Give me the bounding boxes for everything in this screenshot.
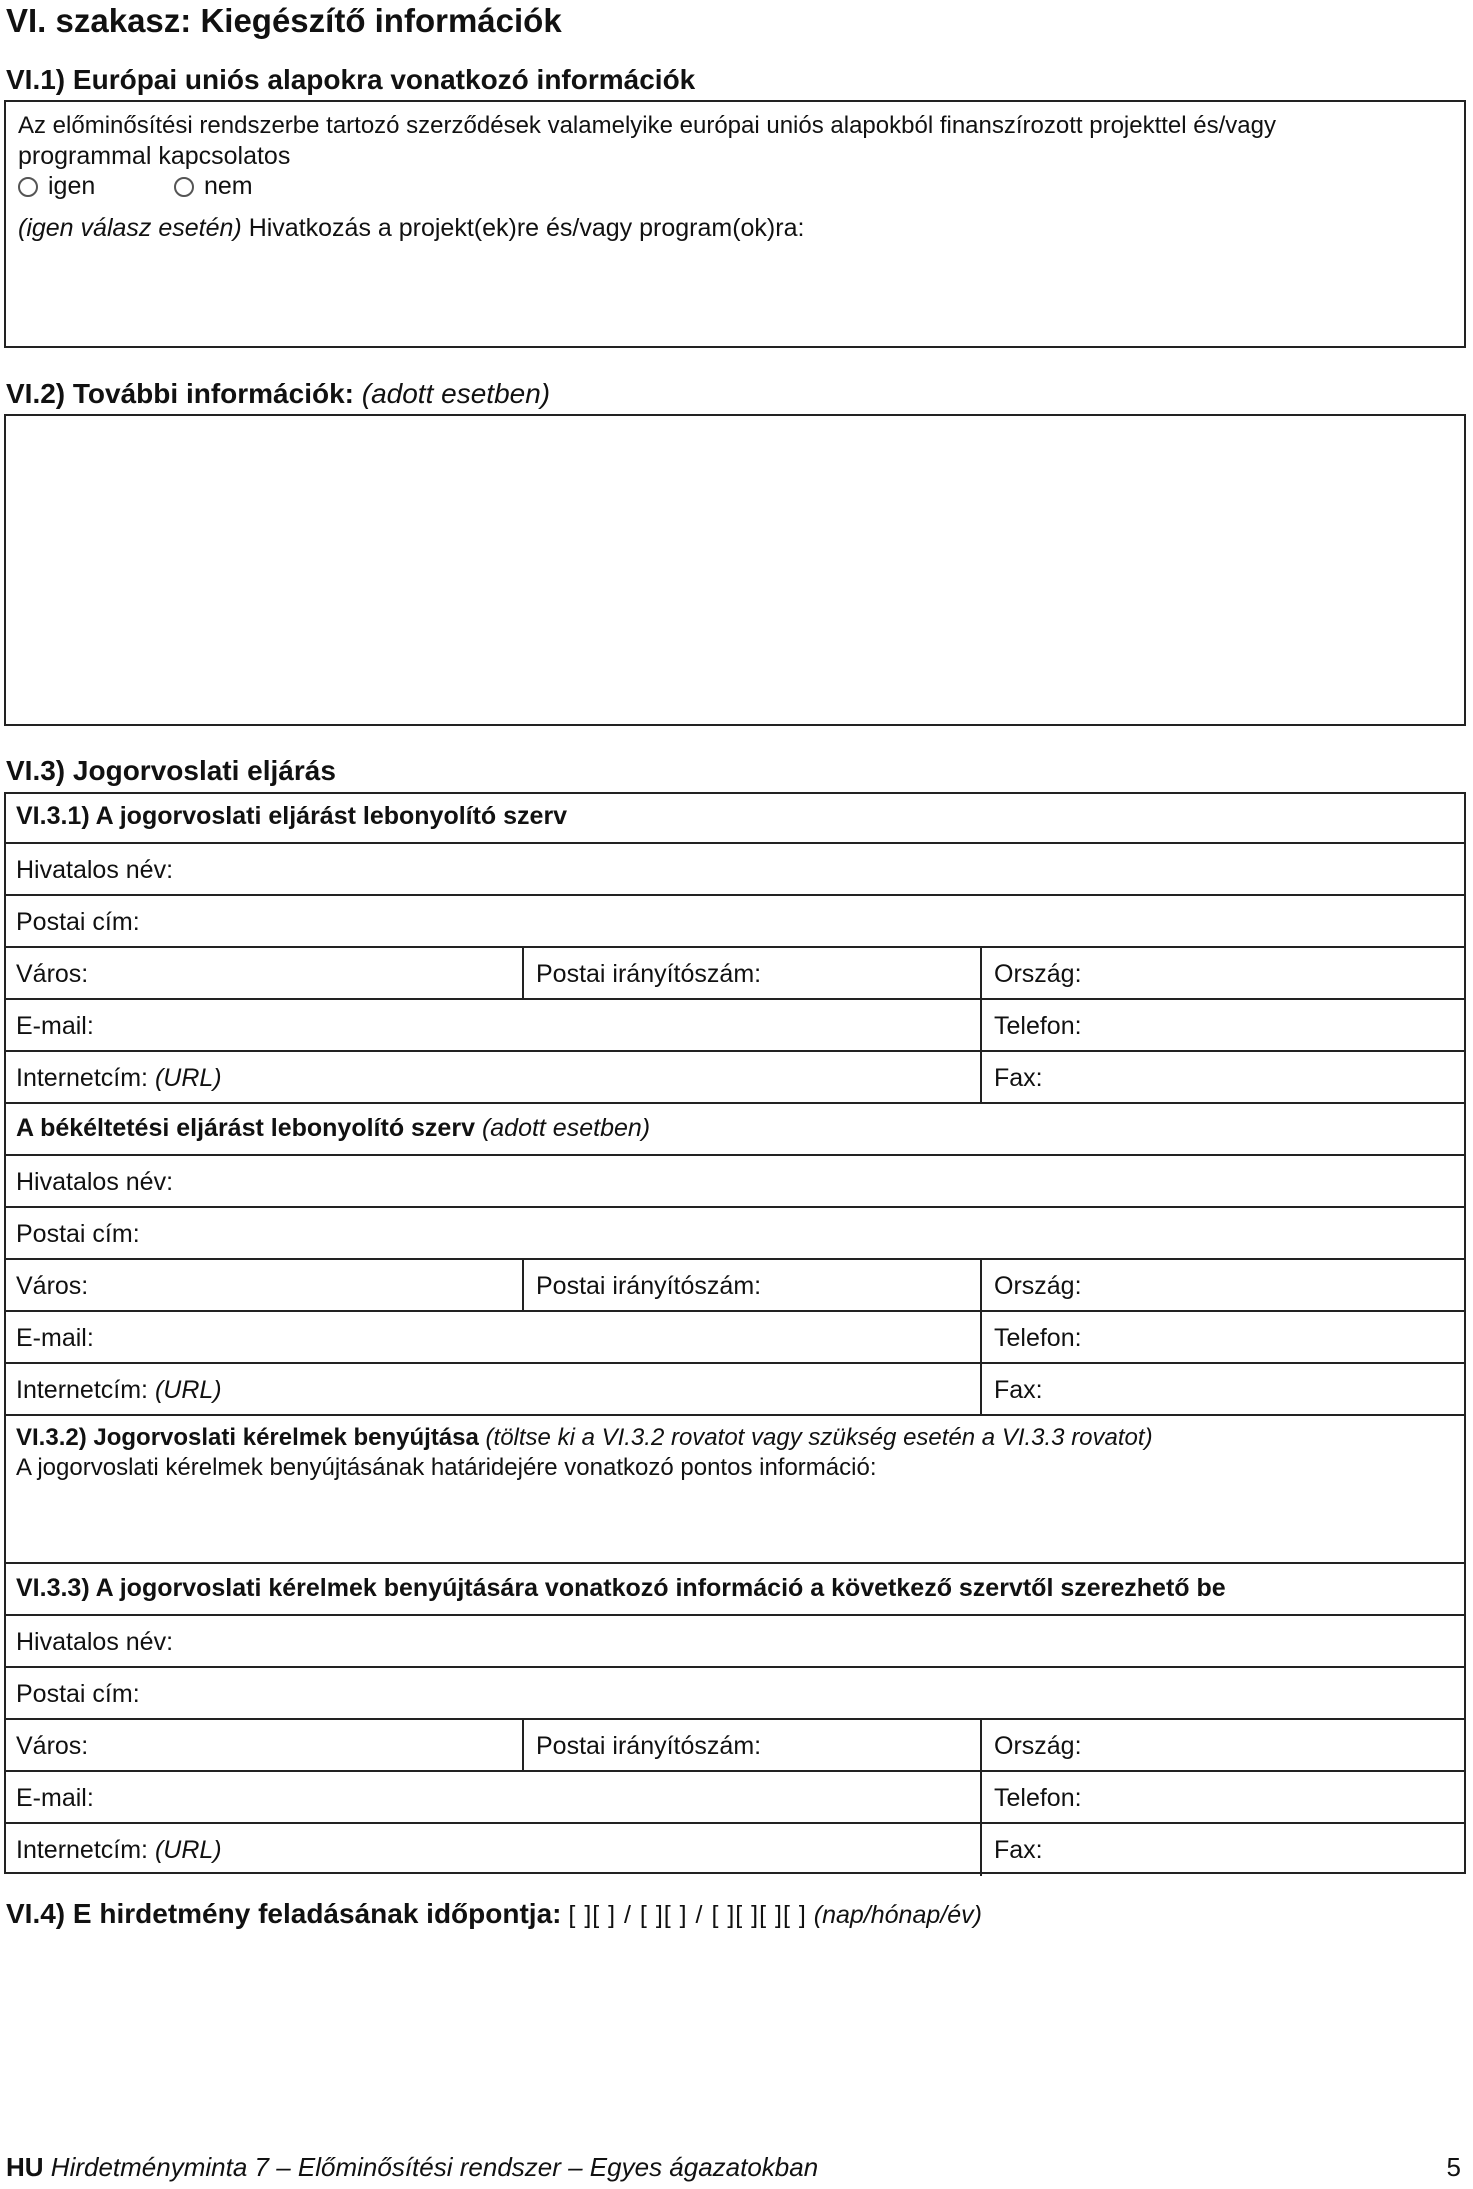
city-row — [4, 948, 1466, 1000]
vi4-title: VI.4) E hirdetmény feladásának időpontja: — [6, 1898, 562, 1929]
postal-code-label: Postai irányítószám: — [536, 1732, 762, 1760]
internet-row — [4, 1364, 1466, 1416]
internet-field[interactable] — [4, 1052, 980, 1102]
fax-field[interactable] — [980, 1824, 1043, 1876]
official-name-row[interactable] — [4, 1616, 1466, 1668]
country-field[interactable] — [980, 1720, 1082, 1770]
country-field[interactable] — [980, 948, 1082, 998]
vi3-3-heading-row — [4, 1564, 1466, 1616]
email-label: E-mail: — [16, 1012, 94, 1040]
footer — [6, 2152, 818, 2183]
country-label: Ország: — [994, 1732, 1082, 1760]
footer-lang: HU — [6, 2152, 44, 2182]
city-row — [4, 1260, 1466, 1312]
radio-yes-label: igen — [48, 172, 96, 200]
city-field[interactable] — [4, 948, 522, 998]
vi1-question-line2: programmal kapcsolatos — [18, 142, 291, 170]
mediation-heading-row — [4, 1104, 1466, 1156]
vi2-title: VI.2) További információk: — [6, 378, 354, 409]
postal-address-row[interactable] — [4, 1208, 1466, 1260]
country-field[interactable] — [980, 1260, 1082, 1310]
internet-row — [4, 1824, 1466, 1876]
postal-address-label: Postai cím: — [16, 1680, 140, 1708]
url-note: (URL) — [154, 1836, 222, 1864]
section-title: VI. szakasz: Kiegészítő információk — [6, 2, 562, 39]
postal-code-label: Postai irányítószám: — [536, 960, 762, 988]
phone-field[interactable] — [980, 1772, 1082, 1822]
official-name-label: Hivatalos név: — [16, 1168, 174, 1196]
internet-field[interactable] — [4, 1824, 980, 1876]
fax-label: Fax: — [994, 1064, 1043, 1092]
fax-label: Fax: — [994, 1836, 1043, 1864]
vi3-2-title: VI.3.2) Jogorvoslati kérelmek benyújtása — [16, 1424, 479, 1451]
fax-field[interactable] — [980, 1364, 1043, 1414]
mediation-note: (adott esetben) — [481, 1114, 651, 1142]
fax-field[interactable] — [980, 1052, 1043, 1102]
phone-field[interactable] — [980, 1000, 1082, 1050]
vi1-reference-label: Hivatkozás a projekt(ek)re és/vagy program(ok)ra: — [248, 214, 805, 242]
email-label: E-mail: — [16, 1324, 94, 1352]
phone-label: Telefon: — [994, 1324, 1082, 1352]
official-name-row[interactable] — [4, 1156, 1466, 1208]
email-label: E-mail: — [16, 1784, 94, 1812]
email-row — [4, 1312, 1466, 1364]
email-field[interactable] — [4, 1312, 980, 1362]
internet-label: Internetcím: — [16, 1376, 148, 1404]
vi1-title: VI.1) Európai uniós alapokra vonatkozó információk — [6, 64, 696, 95]
vi4-line — [6, 1898, 982, 1930]
official-name-label: Hivatalos név: — [16, 856, 174, 884]
phone-label: Telefon: — [994, 1012, 1082, 1040]
vi1-question-line1: Az előminősítési rendszerbe tartozó szerződések valamelyike európai uniós alapokból finanszírozott projekttel és/vagy — [18, 112, 1276, 139]
vi3-2-block[interactable] — [4, 1416, 1466, 1564]
vi2-text-area[interactable] — [4, 414, 1466, 726]
postal-address-label: Postai cím: — [16, 1220, 140, 1248]
official-name-row[interactable] — [4, 844, 1466, 896]
mediation-heading — [4, 1104, 650, 1154]
postal-address-row[interactable] — [4, 1668, 1466, 1720]
phone-field[interactable] — [980, 1312, 1082, 1362]
phone-label: Telefon: — [994, 1784, 1082, 1812]
city-field[interactable] — [4, 1260, 522, 1310]
city-label: Város: — [16, 1272, 89, 1300]
vi3-3-title: VI.3.3) A jogorvoslati kérelmek benyújtására vonatkozó információ a következő szervtől szerezhető be — [16, 1574, 1226, 1602]
radio-no-option[interactable] — [174, 172, 253, 201]
vi1-reference-condition: (igen válasz esetén) — [18, 214, 242, 242]
internet-label: Internetcím: — [16, 1836, 148, 1864]
page-number: 5 — [1446, 2152, 1461, 2182]
city-row — [4, 1720, 1466, 1772]
postal-address-row[interactable] — [4, 896, 1466, 948]
radio-no-label: nem — [204, 172, 253, 200]
email-field[interactable] — [4, 1772, 980, 1822]
radio-icon[interactable] — [174, 177, 194, 197]
city-field[interactable] — [4, 1720, 522, 1770]
date-input[interactable]: [ ][ ] / [ ][ ] / [ ][ ][ ][ ] — [568, 1901, 807, 1929]
fax-label: Fax: — [994, 1376, 1043, 1404]
url-note: (URL) — [154, 1376, 222, 1404]
internet-field[interactable] — [4, 1364, 980, 1414]
postal-address-label: Postai cím: — [16, 908, 140, 936]
postal-code-field[interactable] — [522, 1720, 980, 1770]
vi1-reference-line — [18, 214, 804, 243]
email-field[interactable] — [4, 1000, 980, 1050]
footer-text: Hirdetményminta 7 – Előminősítési rendszer – Egyes ágazatokban — [50, 2152, 819, 2182]
radio-yes-option[interactable] — [18, 172, 95, 201]
vi2-title-line — [6, 378, 550, 410]
email-row — [4, 1000, 1466, 1052]
city-label: Város: — [16, 960, 89, 988]
mediation-title: A békéltetési eljárást lebonyolító szerv — [16, 1114, 475, 1142]
official-name-label: Hivatalos név: — [16, 1628, 174, 1656]
vi3-title: VI.3) Jogorvoslati eljárás — [6, 755, 336, 786]
postal-code-label: Postai irányítószám: — [536, 1272, 762, 1300]
internet-label: Internetcím: — [16, 1064, 148, 1092]
email-row — [4, 1772, 1466, 1824]
vi3-2-text: A jogorvoslati kérelmek benyújtásának határidejére vonatkozó pontos információ: — [16, 1454, 877, 1481]
date-format-note: (nap/hónap/év) — [813, 1901, 982, 1929]
vi1-box — [4, 100, 1466, 348]
country-label: Ország: — [994, 960, 1082, 988]
postal-code-field[interactable] — [522, 948, 980, 998]
vi3-2-heading — [16, 1424, 1153, 1452]
radio-icon[interactable] — [18, 177, 38, 197]
url-note: (URL) — [154, 1064, 222, 1092]
vi3-2-note: (töltse ki a VI.3.2 rovatot vagy szükség esetén a VI.3.3 rovatot) — [485, 1424, 1153, 1451]
internet-row — [4, 1052, 1466, 1104]
postal-code-field[interactable] — [522, 1260, 980, 1310]
vi3-1-heading-row — [4, 792, 1466, 844]
vi2-title-note: (adott esetben) — [361, 378, 551, 409]
city-label: Város: — [16, 1732, 89, 1760]
vi3-1-title: VI.3.1) A jogorvoslati eljárást lebonyolító szerv — [16, 802, 568, 830]
country-label: Ország: — [994, 1272, 1082, 1300]
